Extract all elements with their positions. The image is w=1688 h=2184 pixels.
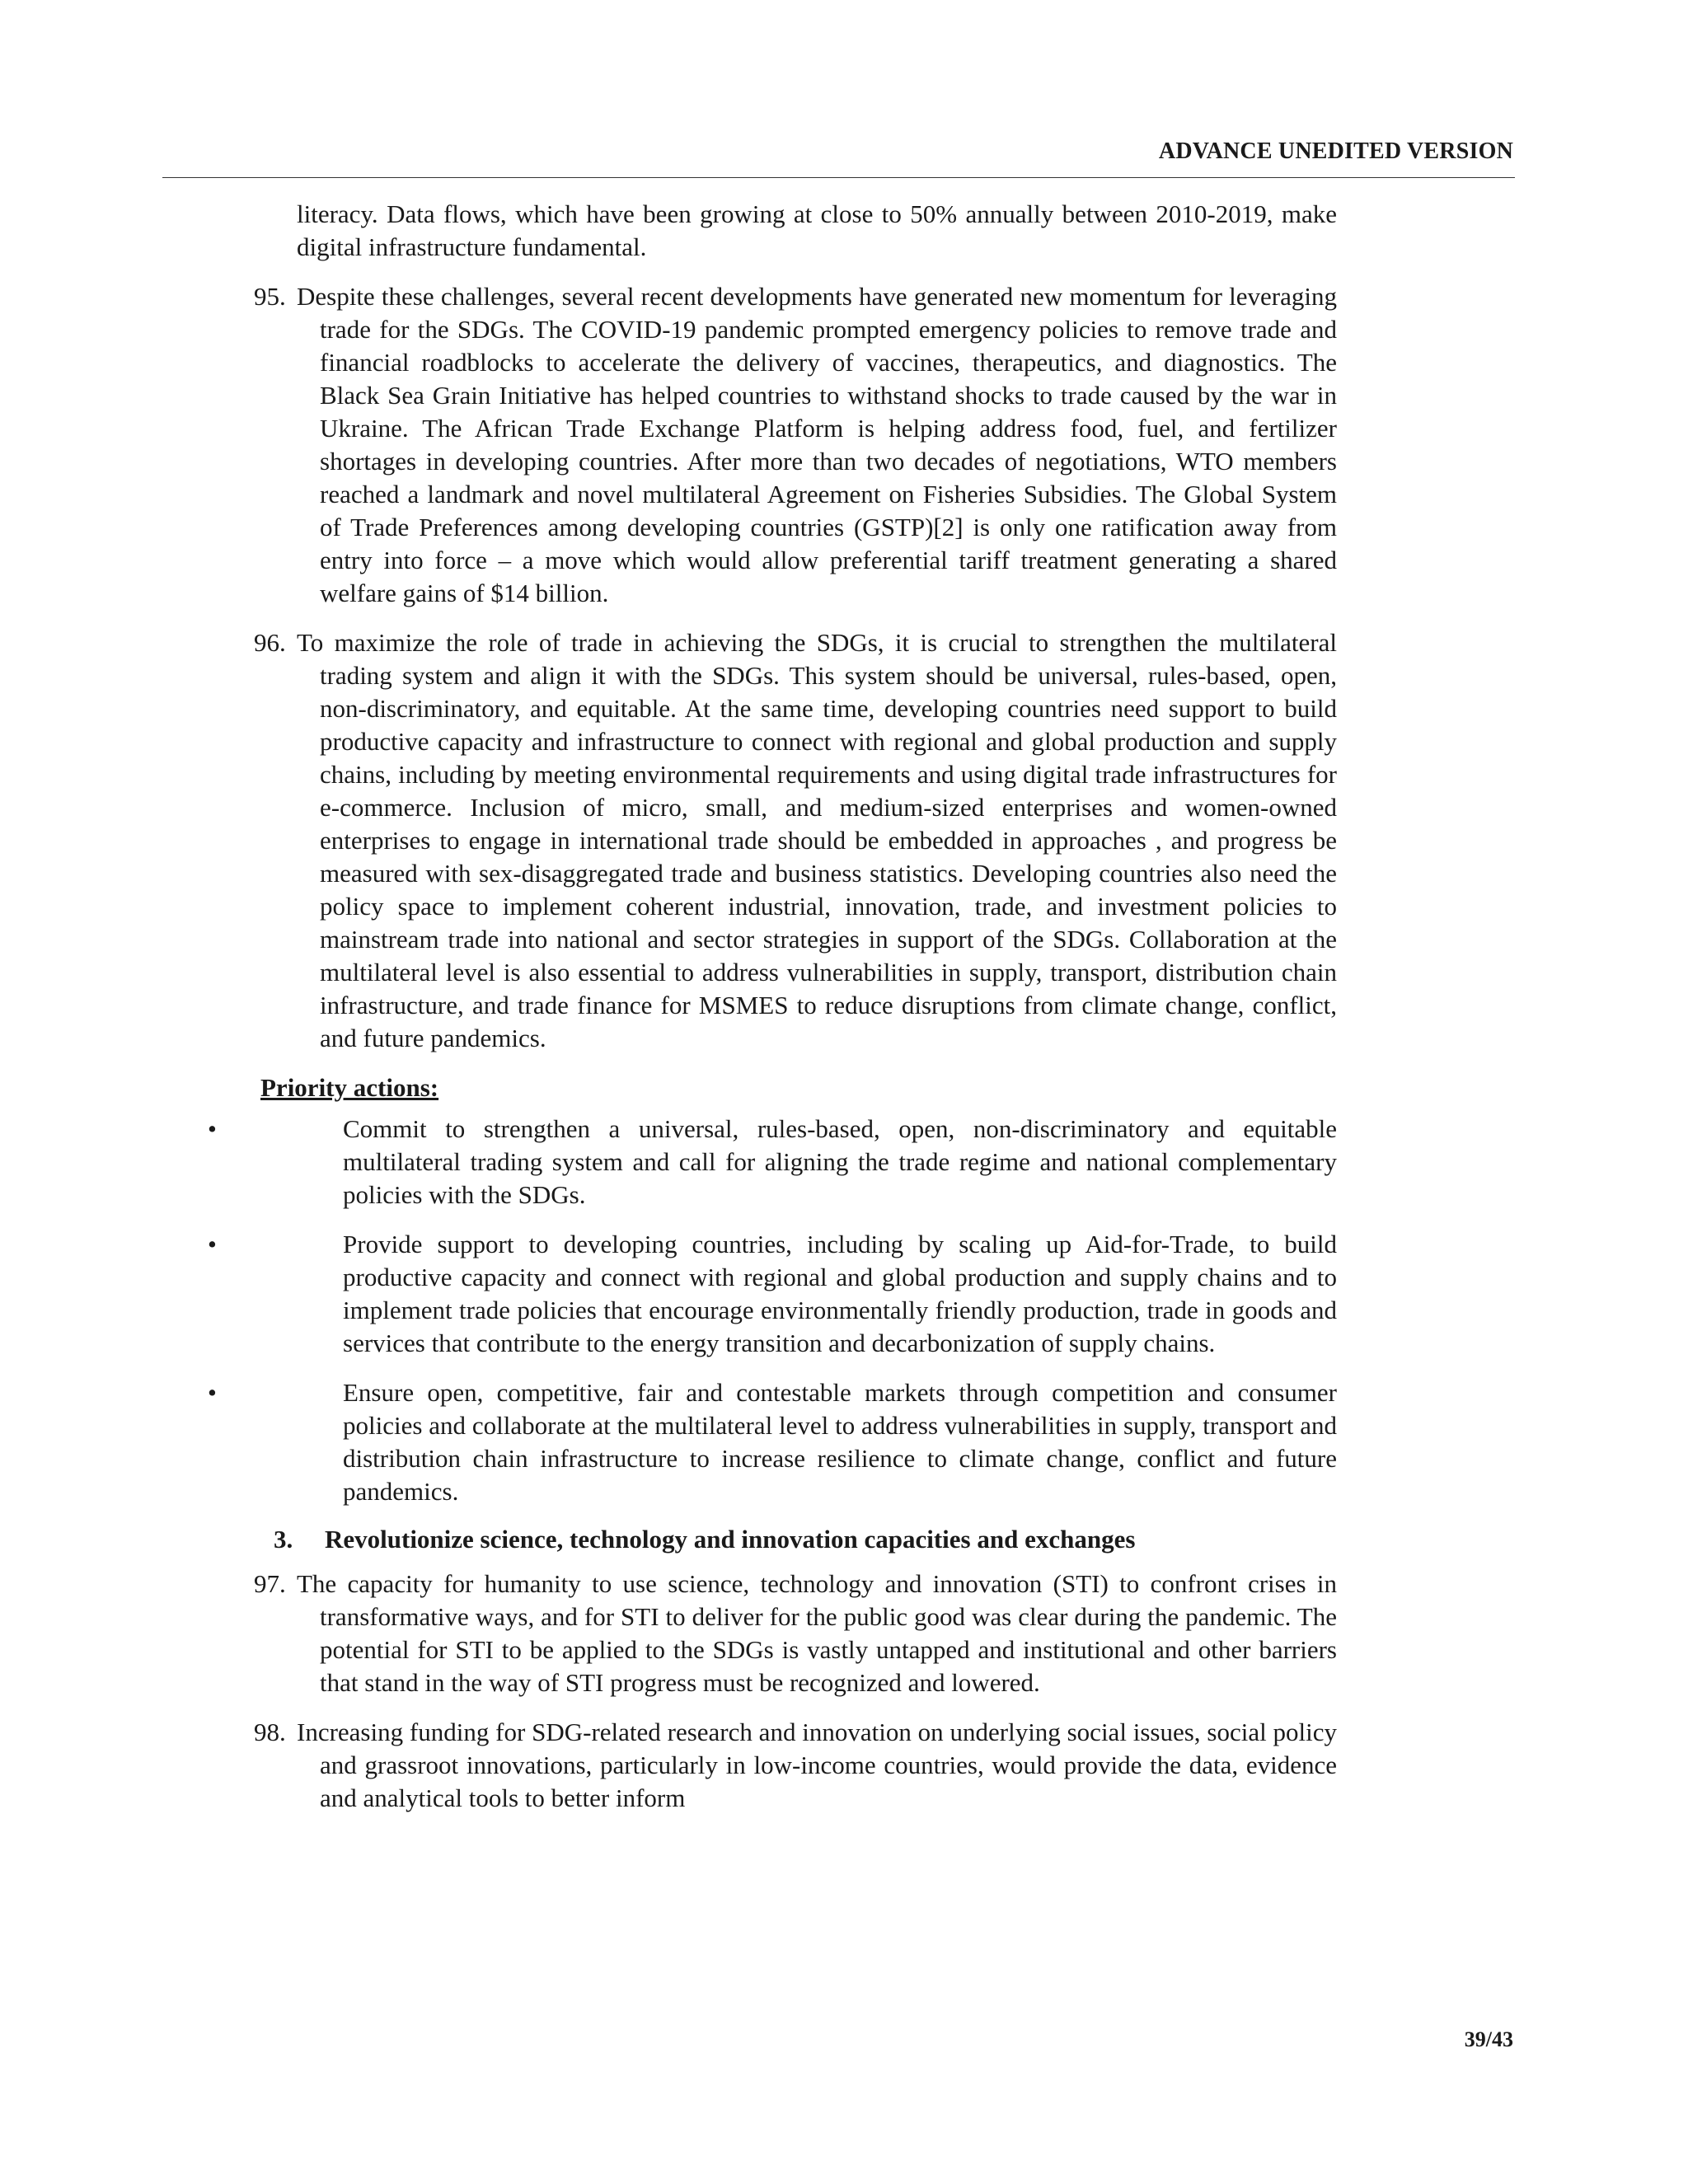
paragraph-number: 96. [254,628,286,657]
paragraph-text: Increasing funding for SDG-related research and innovation on underlying social issues, social policy and grassroot innovations, particularly in low-income countries, would provide the data, evidence and analytical tools to better inform [297,1718,1337,1812]
section-title: Revolutionize science, technology and innovation capacities and exchanges [325,1525,1136,1554]
header-divider [162,177,1515,178]
paragraph-97 [254,1568,1337,1699]
list-item [208,1228,1337,1360]
list-item [208,1113,1337,1212]
paragraph-number: 95. [254,282,286,311]
list-item [208,1376,1337,1508]
section-heading [274,1523,1337,1556]
bullet-icon: • [208,1378,217,1407]
document-body [208,198,1337,1831]
paragraph-text: To maximize the role of trade in achieving the SDGs, it is crucial to strengthen the multilateral trading system and align it with the SDGs. This system should be universal, rules-based, open, non-discriminatory, and equitable. At the same time, developing countries need support to build productive capacity and infrastructure to connect with regional and global production and supply chains, including by meeting environmental requirements and using digital trade infrastructures for e-commerce. Inclusion of micro, small, and medium-sized enterprises and women-owned enterprises to engage in international trade should be embedded in approaches , and progress be measured with sex-disaggregated trade and business statistics. Developing countries also need the policy space to implement coherent industrial, innovation, trade, and investment policies to mainstream trade into national and sector strategies in support of the SDGs. Collaboration at the multilateral level is also essential to address vulnerabilities in supply, transport, distribution chain infrastructure, and trade finance for MSMES to reduce disruptions from climate change, conflict, and future pandemics. [297,628,1337,1052]
bullet-icon: • [208,1114,217,1143]
list-item-text: Commit to strengthen a universal, rules-based, open, non-discriminatory and equitable multilateral trading system and call for aligning the trade regime and national complementary policies with the SDGs. [343,1114,1337,1209]
priority-actions-heading: Priority actions: [260,1073,439,1102]
document-header-label: ADVANCE UNEDITED VERSION [1158,138,1513,164]
list-item-text: Ensure open, competitive, fair and contestable markets through competition and consumer policies and collaborate at the multilateral level to address vulnerabilities in supply, transport and distribution chain infrastructure to increase resilience to climate change, conflict and future pandemics. [343,1378,1337,1506]
paragraph-96 [254,626,1337,1055]
bullet-icon: • [208,1230,217,1258]
list-item-text: Provide support to developing countries, including by scaling up Aid-for-Trade, to build productive capacity and connect with regional and global production and supply chains and to implement trade policies that encourage environmentally friendly production, trade in goods and services that contribute to the energy transition and decarbonization of supply chains. [343,1230,1337,1357]
section-number: 3. [274,1525,293,1554]
paragraph-text: Despite these challenges, several recent developments have generated new momentum for leveraging trade for the SDGs. The COVID-19 pandemic prompted emergency policies to remove trade and financial roadblocks to accelerate the delivery of vaccines, therapeutics, and diagnostics. The Black Sea Grain Initiative has helped countries to withstand shocks to trade caused by the war in Ukraine. The African Trade Exchange Platform is helping address food, fuel, and fertilizer shortages in developing countries. After more than two decades of negotiations, WTO members reached a landmark and novel multilateral Agreement on Fisheries Subsidies. The Global System of Trade Preferences among developing countries (GSTP)[2] is only one ratification away from entry into force – a move which would allow preferential tariff treatment generating a shared welfare gains of $14 billion. [297,282,1337,607]
paragraph-98 [254,1716,1337,1815]
page-number: 39/43 [1464,2027,1513,2051]
paragraph-number: 97. [254,1569,286,1598]
priority-actions-list [208,1113,1337,1508]
paragraph-text: The capacity for humanity to use science, technology and innovation (STI) to confront crises in transformative ways, and for STI to deliver for the public good was clear during the pandemic. The potential for STI to be applied to the SDGs is vastly untapped and institutional and other barriers that stand in the way of STI progress must be recognized and lowered. [297,1569,1337,1697]
paragraph-95 [254,280,1337,610]
continuation-paragraph: literacy. Data flows, which have been growing at close to 50% annually between 2010-2019, make digital infrastructure fundamental. [297,199,1337,261]
paragraph-number: 98. [254,1718,286,1746]
